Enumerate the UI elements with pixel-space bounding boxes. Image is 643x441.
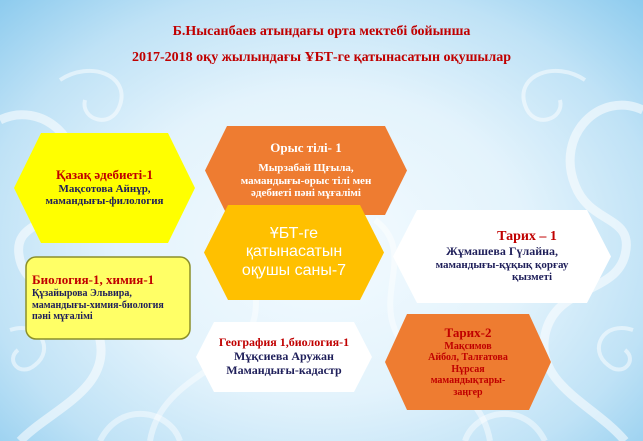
node-history-1 bbox=[393, 210, 611, 303]
node-biology-chemistry bbox=[25, 256, 191, 340]
node-history-2 bbox=[385, 314, 551, 410]
history1-name: Жұмашева Гүлайна, bbox=[445, 244, 559, 258]
history1-subject: Тарих – 1 bbox=[497, 228, 557, 244]
biochem-line-1: мамандығы-химия-биология bbox=[32, 299, 164, 311]
header-line-1: Б.Нысанбаев атындағы орта мектебі бойынша bbox=[172, 24, 471, 39]
history2-line-4: мамандықтары- bbox=[430, 375, 506, 387]
center-line-1: ҰБТ-ге bbox=[269, 224, 319, 242]
geography-line-1: Мамандығы-кадастр bbox=[226, 362, 342, 377]
kazakh-lit-line-1: мамандығы-филология bbox=[45, 195, 164, 208]
history2-line-3: Нұрсая bbox=[451, 363, 485, 375]
biochem-line-2: пәні мұғалімі bbox=[32, 311, 93, 323]
history2-line-2: Айбол, Талғатова bbox=[428, 352, 508, 364]
history2-subject: Тарих-2 bbox=[444, 324, 492, 340]
biochem-subject: Биология-1, химия-1 bbox=[32, 272, 155, 288]
russian-name: Мырзабай Щғыла, bbox=[258, 162, 354, 174]
center-line-2: қатынасатын bbox=[245, 243, 343, 261]
node-kazakh-literature bbox=[14, 133, 195, 243]
history1-line-1: мамандығы-құқық қорғау bbox=[435, 258, 569, 271]
node-center-total bbox=[204, 205, 384, 300]
geography-subject: География 1,биология-1 bbox=[218, 335, 350, 350]
russian-line-1: мамандығы-орыс тілі мен bbox=[240, 174, 372, 187]
geography-name: Мұқсиева Аружан bbox=[234, 349, 334, 364]
biochem-name: Құзайырова Эльвира, bbox=[32, 288, 132, 300]
history1-line-2: қызметі bbox=[511, 271, 553, 284]
node-russian-language bbox=[205, 126, 407, 215]
kazakh-lit-subject: Қазақ әдебиеті-1 bbox=[55, 166, 154, 182]
center-line-3: оқушы саны-7 bbox=[241, 261, 347, 279]
history2-line-5: заңгер bbox=[453, 386, 483, 398]
russian-line-2: әдебиеті пәні мұғалімі bbox=[251, 187, 361, 200]
history2-line-1: Мақсимов bbox=[444, 340, 492, 352]
kazakh-lit-name: Мақсотова Айнұр, bbox=[58, 182, 151, 195]
node-geography bbox=[196, 322, 372, 392]
russian-subject: Орыс тілі- 1 bbox=[270, 140, 342, 156]
header-line-2: 2017-2018 оқу жылындағы ҰБТ-ге қатынасатын оқушылар bbox=[131, 50, 512, 65]
